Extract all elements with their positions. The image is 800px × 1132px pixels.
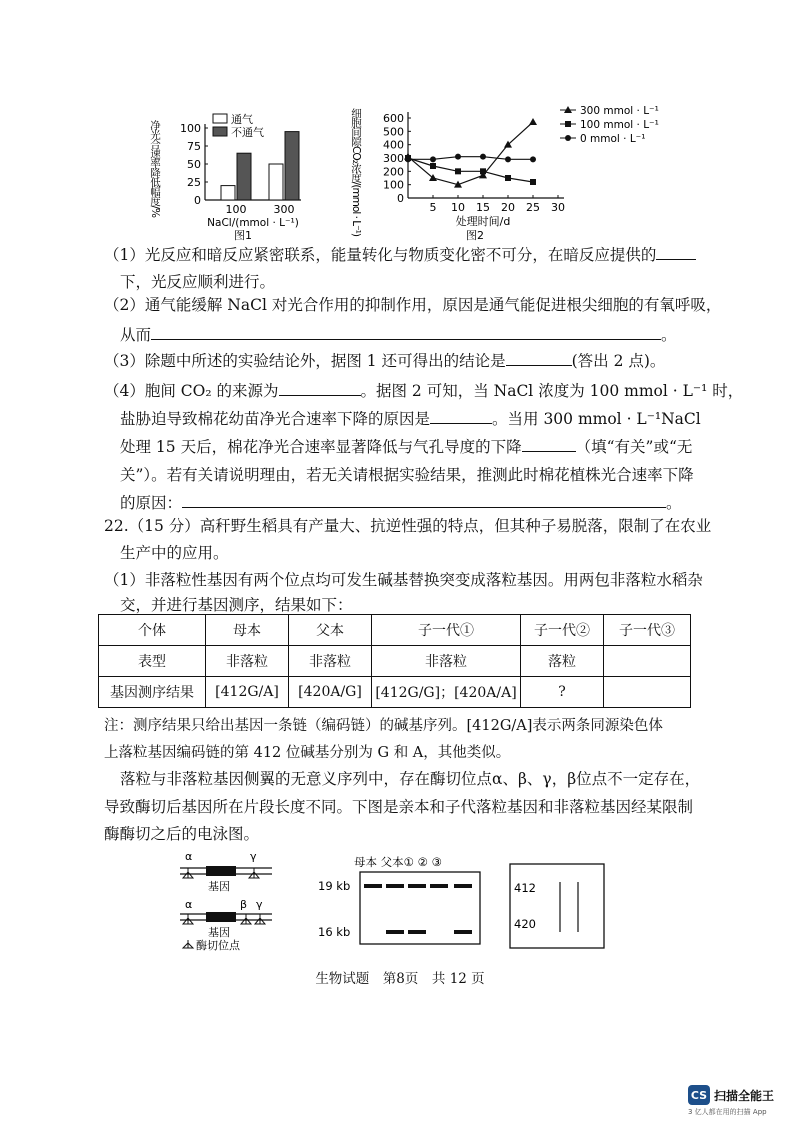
paragraph-line-3: 酶酶切之后的电泳图。 (104, 825, 260, 843)
logo-name: 扫描全能王 (714, 1088, 775, 1103)
chart-title: 图2 (466, 229, 484, 242)
x-tick-label: 25 (526, 201, 540, 214)
y-tick-label: 200 (383, 165, 404, 179)
gel-electrophoresis (318, 852, 488, 952)
table-cell: 落粒 (521, 646, 604, 677)
point-circle (530, 156, 536, 162)
answer-blank[interactable] (182, 489, 666, 508)
x-axis-label: 处理时间/d (455, 215, 511, 228)
y-tick-label: 0 (194, 194, 201, 207)
y-tick-label: 500 (383, 125, 404, 139)
chart-title: 图1 (234, 229, 252, 242)
y-tick-label: 50 (187, 158, 201, 171)
gene-label-2: 基因 (208, 926, 230, 939)
point-triangle (529, 118, 537, 125)
x-tick-label: 15 (476, 201, 490, 214)
table-cell: [412G/A] (206, 677, 289, 708)
table-cell: [420A/G] (289, 677, 372, 708)
x-tick-label: 300 (273, 203, 295, 216)
legend-cut-site-icon (183, 940, 193, 948)
paragraph-line-1: 落粒与非落粒基因侧翼的无意义序列中，存在酶切位点α、β、γ，β位点不一定存在， (120, 770, 701, 788)
question-22-sub1-line-1: （1）非落粒性基因有两个位点均可发生碱基替换突变成落粒基因。用两包非落粒水稻杂 (104, 571, 703, 589)
table-cell: 基因测序结果 (99, 677, 206, 708)
size-16kb-label: 16 kb (318, 925, 351, 939)
scanner-logo (688, 1085, 774, 1117)
bar-unventilated (285, 132, 299, 200)
point-circle (455, 154, 461, 160)
logo-tagline: 3 亿人都在用的扫描 App (688, 1108, 767, 1116)
table-header-cell: 母本 (206, 615, 289, 646)
question-2-line-1: （2）通气能缓解 NaCl 对光合作用的抑制作用，原因是通气能促进根尖细胞的有氧呼吸， (104, 296, 722, 314)
point-square (565, 121, 571, 127)
band-lane2-19 (408, 884, 426, 888)
alpha-label: α (185, 850, 193, 863)
legend-swatch-unventilated (213, 127, 227, 136)
gene-sequencing-table (98, 614, 691, 708)
gamma-label-2: γ (256, 898, 263, 911)
answer-blank[interactable] (522, 433, 576, 452)
table-header-cell: 子一代③ (604, 615, 691, 646)
sequencing-answer-box (508, 862, 608, 952)
series-line-circle (408, 157, 533, 160)
question-4-line-5: 的原因： 。 (104, 488, 700, 519)
note-line-1: 注：测序结果只给出基因一条链（编码链）的碱基序列。[412G/A]表示两条同源染色体 (104, 718, 663, 734)
point-square (530, 179, 536, 185)
figure-2-line-chart (350, 100, 660, 245)
question-22-line-1: 22.（15 分）高秆野生稻具有产量大、抗逆性强的特点，但其种子易脱落，限制了在农业 (104, 517, 712, 535)
cut-site-icon (241, 914, 251, 924)
table-header-row (99, 615, 691, 646)
band-father1-19 (386, 884, 404, 888)
question-4-line-1: （4）胞间 CO₂ 的来源为 。据图 2 可知，当 NaCl 浓度为 100 mmol · L⁻¹ 时， (104, 376, 684, 407)
legend-swatch-ventilated (213, 114, 227, 123)
y-tick-label: 25 (187, 176, 201, 189)
y-axis-label: 细胞间隙CO₂浓度/(mmol · L⁻¹) (350, 108, 362, 236)
series-line-square (408, 158, 533, 182)
question-22-sub1-line-2: 交，并进行基因测序，结果如下： (120, 596, 353, 614)
question-4-line-2: 盐胁迫导致棉花幼苗净光合速率下降的原因是 。当用 300 mmol · L⁻¹NaCl (104, 404, 700, 435)
band-father1-16 (386, 930, 404, 934)
point-circle (480, 154, 486, 160)
question-3: （3）除题中所述的实验结论外，据图 1 还可得出的结论是 (答出 2 点)。 (104, 346, 684, 377)
size-19kb-label: 19 kb (318, 879, 351, 893)
table-row (99, 677, 691, 708)
question-1-line-2: 下，光反应顺利进行。 (120, 273, 276, 291)
point-circle (505, 156, 511, 162)
point-square (505, 175, 511, 181)
y-tick-label: 600 (383, 112, 404, 125)
y-tick-label: 100 (180, 122, 201, 135)
gene-block-1 (206, 866, 236, 876)
question-4-line-3: 处理 15 天后，棉花净光合速率显著降低与气孔导度的下降 （填“有关”或“无 (104, 432, 700, 463)
table-header-cell: 子一代② (521, 615, 604, 646)
table-cell: 非落粒 (289, 646, 372, 677)
x-tick-label: 30 (551, 201, 565, 214)
page-footer: 生物试题 第8页 共 12 页 (315, 971, 485, 987)
cut-site-icon (249, 868, 259, 878)
point-square (480, 168, 486, 174)
figure-1-bar-chart (145, 108, 320, 243)
point-circle (565, 135, 571, 141)
y-tick-label: 300 (383, 152, 404, 165)
answer-blank[interactable] (430, 405, 492, 424)
legend-label: 通气 (231, 113, 253, 126)
table-header-cell: 父本 (289, 615, 372, 646)
bar-unventilated (237, 153, 251, 200)
cs-badge-icon: CS (688, 1085, 710, 1105)
bar-ventilated (269, 164, 283, 200)
table-row (99, 646, 691, 677)
beta-label: β (240, 898, 248, 911)
y-tick-label: 100 (383, 178, 404, 192)
table-header-cell: 子一代① (372, 615, 521, 646)
gamma-label: γ (250, 850, 257, 863)
band-lane3-19 (430, 884, 448, 888)
gene-label-1: 基因 (208, 880, 230, 893)
point-circle (405, 156, 411, 162)
band-mother-19 (364, 884, 382, 888)
answer-blank[interactable] (151, 321, 661, 340)
table-cell (604, 646, 691, 677)
table-cell: 非落粒 (206, 646, 289, 677)
cut-site-icon (183, 914, 193, 924)
x-tick-label: 5 (429, 201, 437, 214)
gene-block-2 (206, 912, 236, 922)
table-cell: 非落粒 (372, 646, 521, 677)
legend-label: 0 mmol · L⁻¹ (580, 133, 646, 145)
answer-420-label: 420 (514, 917, 536, 931)
point-square (455, 168, 461, 174)
x-tick-label: 10 (451, 201, 465, 214)
question-2-line-2: 从而 。 (104, 320, 700, 351)
answer-blank[interactable] (656, 241, 696, 260)
note-line-2: 上落粒基因编码链的第 412 位碱基分别为 G 和 A，其他类似。 (104, 745, 511, 761)
legend-label: 100 mmol · L⁻¹ (580, 119, 659, 131)
question-4-line-4: 关”）。若有关请说明理由，若无关请根据实验结果，推测此时棉花植株光合速率下降 (120, 466, 694, 484)
question-1-line-1: （1）光反应和暗反应紧密联系，能量转化与物质变化密不可分，在暗反应提供的 (104, 240, 684, 271)
y-tick-label: 0 (397, 192, 404, 205)
cut-site-icon (183, 868, 193, 878)
table-cell: [412G/G]；[420A/A] (372, 677, 521, 708)
question-22-line-2: 生产中的应用。 (120, 544, 229, 562)
answer-blank[interactable] (279, 377, 361, 396)
y-tick-label: 400 (383, 138, 404, 152)
band-lane2-16 (408, 930, 426, 934)
answer-412-label: 412 (514, 881, 536, 895)
band-lane4-16 (454, 930, 472, 934)
point-circle (430, 156, 436, 162)
x-tick-label: 100 (225, 203, 247, 216)
cut-site-icon (255, 914, 265, 924)
bar-ventilated (221, 186, 235, 200)
legend-label: 300 mmol · L⁻¹ (580, 105, 659, 117)
band-lane4-19 (454, 884, 472, 888)
answer-box-frame (510, 864, 604, 948)
point-square (430, 163, 436, 169)
x-axis-label: NaCl/(mmol · L⁻¹) (207, 217, 299, 229)
alpha-label-2: α (185, 898, 193, 911)
table-cell: 表型 (99, 646, 206, 677)
legend-label: 不通气 (231, 126, 264, 139)
table-cell (604, 677, 691, 708)
table-cell: ? (521, 677, 604, 708)
legend-label: 酶切位点 (196, 939, 240, 952)
restriction-site-diagram (180, 848, 290, 953)
x-tick-label: 20 (501, 201, 515, 214)
answer-blank[interactable] (506, 347, 572, 366)
y-axis-label: 净光合速率降低幅度/% (149, 120, 161, 218)
gel-lane-header: 母本 父本① ② ③ (354, 855, 442, 869)
paragraph-line-2: 导致酶切后基因所在片段长度不同。下图是亲本和子代落粒基因和非落粒基因经某限制 (104, 798, 694, 816)
series-line-triangle (408, 122, 533, 185)
y-tick-label: 75 (187, 140, 201, 153)
table-header-cell: 个体 (99, 615, 206, 646)
